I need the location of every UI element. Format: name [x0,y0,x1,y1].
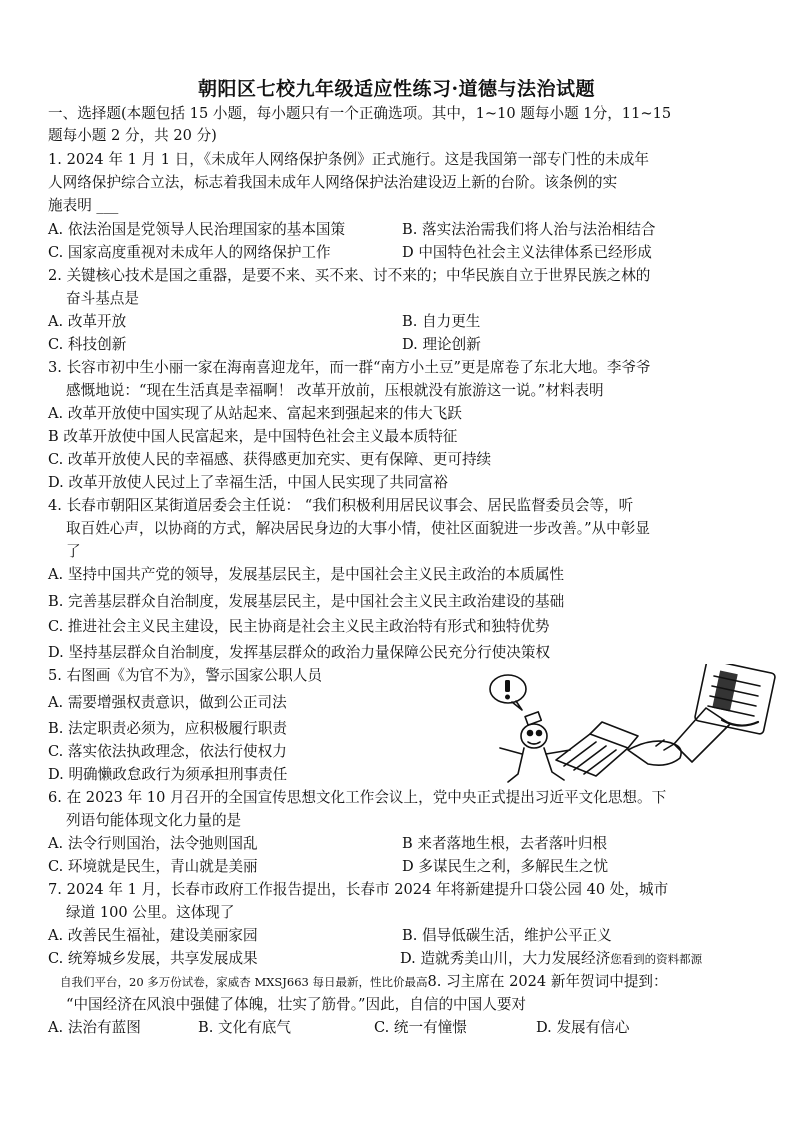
q6-option-d: D 多谋民生之利，多解民生之忧 [402,858,609,875]
q8-stem-cont: “中国经济在风浪中强健了体魄，壮实了筋骨。”因此，自信的中国人要对 [66,996,527,1013]
q8-stem: 8. 习主席在 2024 新年贺词中提到： [427,973,668,990]
q5-stem: 5. 右图画《为官不为》，警示国家公职人员 [48,667,322,684]
q2-option-a: A. 改革开放 [48,313,127,330]
q4-option-d: D. 坚持基层群众自治制度，发挥基层群众的政治力量保障公民充分行使决策权 [48,644,551,661]
q2-option-d: D. 理论创新 [402,336,481,353]
q6-option-b: B 来者落地生根，去者落叶归根 [402,835,608,852]
q1-option-c: C. 国家高度重视对未成年人的网络保护工作 [48,244,331,261]
q8-option-a: A. 法治有蓝图 [48,1019,141,1036]
section-instruction-cont: 题每小题 2 分，共 20 分) [48,127,217,144]
q6-option-a: A. 法令行则国治，法令弛则国乱 [48,835,258,852]
q3-stem-cont: 感慨地说：“现在生活真是幸福啊！ 改革开放前，压根就没有旅游这一说。”材料表明 [66,382,604,399]
q4-option-a: A. 坚持中国共产党的领导，发展基层民主，是中国社会主义民主政治的本质属性 [48,566,565,583]
q7-option-d [400,948,702,970]
q7-stem-cont: 绿道 100 公里。这体现了 [66,904,235,921]
q1-option-d: D 中国特色社会主义法律体系已经形成 [402,244,652,261]
q3-option-c: C. 改革开放使人民的幸福感、获得感更加充实、更有保障、更可持续 [48,451,492,468]
q2-option-c: C. 科技创新 [48,336,127,353]
q7-option-a: A. 改善民生福祉，建设美丽家园 [48,927,258,944]
q5-option-a: A. 需要增强权责意识，做到公正司法 [48,694,287,711]
page-title: 朝阳区七校九年级适应性练习·道德与法治试题 [197,78,596,100]
q2-option-b: B. 自力更生 [402,313,481,330]
q7-option-b: B. 倡导低碳生活，维护公平正义 [402,927,612,944]
q5-option-b: B. 法定职责必须为，应积极履行职责 [48,720,287,737]
watermark-text-cont: 自我们平台，20 多万份试卷，家威杏 MXSJ663 每日最新，性比价最高 [60,975,428,989]
q3-stem: 3. 长容市初中生小丽一家在海南喜迎龙年，而一群“南方小土豆”更是席卷了东北大地。李爷爷 [48,359,651,376]
q4-stem: 4. 长春市朝阳区某街道居委会主任说： “我们积极利用居民议事会、居民监督委员会等，听 [48,497,634,514]
cartoon-illustration [478,664,776,790]
q4-stem-cont: 取百姓心声，以协商的方式，解决居民身边的大事小情，使社区面貌进一步改善。”从中彰显 [66,520,650,537]
q6-option-c: C. 环境就是民生，青山就是美丽 [48,858,258,875]
q4-stem-end: 了 [66,543,81,560]
q7-option-c: C. 统筹城乡发展，共享发展成果 [48,950,258,967]
q2-stem: 2. 关键核心技术是国之重器，是要不来、买不来、讨不来的；中华民族自立于世界民族之林的 [48,267,651,284]
q8-option-b: B. 文化有底气 [198,1019,291,1036]
q3-option-d: D. 改革开放使人民过上了幸福生活，中国人民实现了共同富裕 [48,474,448,491]
q7-stem: 7. 2024 年 1 月，长春市政府工作报告提出，长春市 2024 年将新建提升口袋公园 40 处，城市 [48,881,669,898]
watermark-line [60,971,668,993]
q1-stem-end: 施表明 ___ [48,197,119,214]
q2-stem-cont: 奋斗基点是 [66,290,139,307]
q6-stem: 6. 在 2023 年 10 月召开的全国宣传思想文化工作会议上，党中央正式提出习近平文化思想。下 [48,789,667,806]
q8-option-d: D. 发展有信心 [536,1019,630,1036]
section-instruction: 一、选择题(本题包括 15 小题，每小题只有一个正确选项。其中，1~10 题每小题 1分，11~15 [48,105,672,122]
q6-stem-cont: 列语句能体现文化力量的是 [66,812,242,829]
q8-option-c: C. 统一有憧憬 [374,1019,467,1036]
watermark-text: 您看到的资料都源 [610,952,703,966]
q4-option-c: C. 推进社会主义民主建设，民主协商是社会主义民主政治特有形式和独特优势 [48,618,550,635]
q1-stem: 1. 2024 年 1 月 1 日，《未成年人网络保护条例》正式施行。这是我国第一部专门性的未成年 [48,151,649,168]
q7-option-d-text: D. 造就秀美山川，大力发展经济 [400,950,611,967]
q3-option-b: B 改革开放使中国人民富起来，是中国特色社会主义最本质特征 [48,428,458,445]
q5-option-d: D. 明确懒政怠政行为须承担刑事责任 [48,766,288,783]
q4-option-b: B. 完善基层群众自治制度，发展基层民主，是中国社会主义民主政治建设的基础 [48,593,565,610]
q1-option-a: A. 依法治国是党领导人民治理国家的基本国策 [48,221,346,238]
q1-stem-cont: 人网络保护综合立法，标志着我国未成年人网络保护法治建设迈上新的台阶。该条例的实 [48,174,618,191]
q5-option-c: C. 落实依法执政理念，依法行使权力 [48,743,287,760]
q3-option-a: A. 改革开放使中国实现了从站起来、富起来到强起来的伟大飞跃 [48,405,462,422]
q1-option-b: B. 落实法治需我们将人治与法治相结合 [402,221,656,238]
